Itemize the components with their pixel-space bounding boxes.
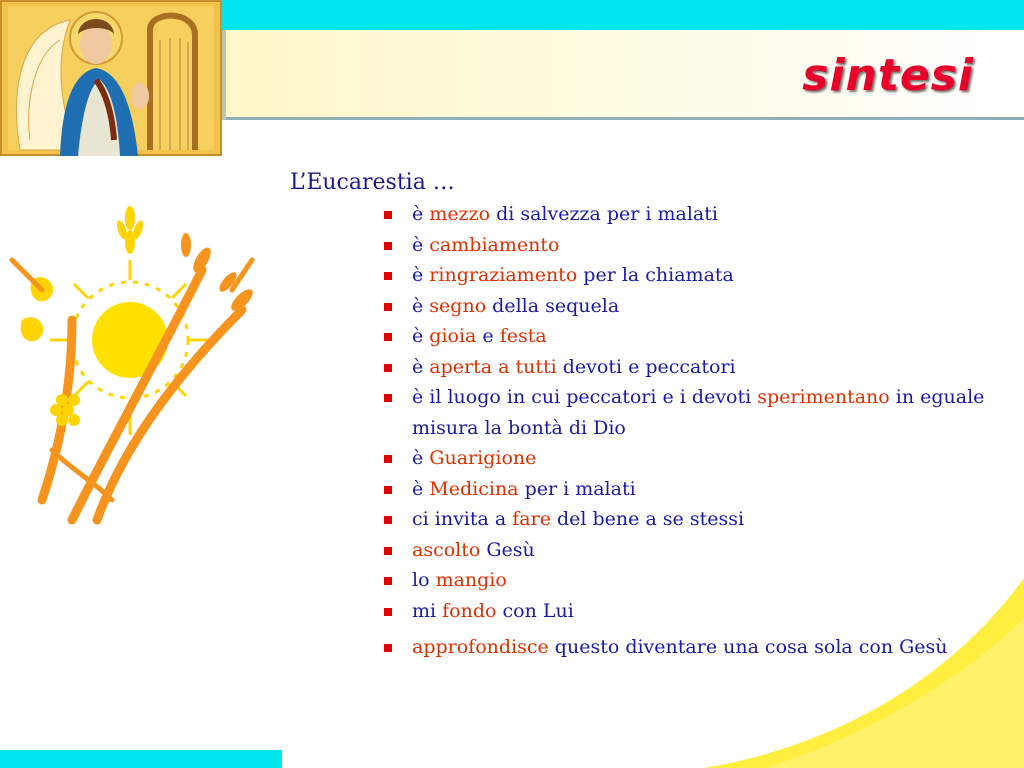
highlight-text: cambiamento	[429, 233, 560, 256]
body-text: della sequela	[486, 294, 620, 317]
body-text: mi	[412, 599, 443, 622]
body-text: devoti e peccatori	[556, 355, 736, 378]
red-square-bullet-icon	[384, 242, 392, 250]
body-text: e	[476, 325, 500, 347]
content-block	[290, 170, 1010, 663]
highlight-text: gioia	[429, 325, 477, 347]
body-text: è	[412, 447, 430, 469]
bullet-item	[384, 352, 1010, 383]
bullet-item	[384, 230, 1010, 261]
bullet-item	[384, 535, 1010, 566]
bottom-accent-band	[0, 750, 282, 768]
highlight-text: ringraziamento	[429, 264, 578, 286]
title-bar-edge	[222, 30, 226, 120]
sun-wheat-grapes-emblem	[2, 200, 270, 528]
body-text: è il luogo in cui peccatori e i devoti	[412, 386, 758, 408]
body-text: è	[412, 264, 430, 286]
bullet-item	[384, 260, 1010, 291]
bullet-item	[384, 565, 1010, 596]
red-square-bullet-icon	[384, 455, 392, 463]
red-square-bullet-icon	[384, 644, 392, 652]
body-text: è	[412, 477, 430, 500]
bullet-item	[384, 474, 1010, 505]
bullet-item	[384, 632, 1010, 663]
angel-harp-image	[0, 0, 222, 156]
body-text: è	[412, 203, 430, 225]
body-text: è	[412, 325, 430, 347]
highlight-text: Guarigione	[429, 447, 537, 469]
body-text: di salvezza per i malati	[490, 203, 718, 225]
highlight-text: mangio	[435, 569, 507, 591]
bullet-item	[384, 596, 1010, 627]
highlight-text: fondo	[442, 599, 497, 622]
highlight-text: aperta a tutti	[429, 355, 557, 378]
top-accent-band	[222, 0, 1024, 30]
red-square-bullet-icon	[384, 364, 392, 372]
bullet-list	[290, 199, 1010, 663]
bullet-item	[384, 443, 1010, 474]
body-text: per la chiamata	[577, 264, 734, 286]
red-square-bullet-icon	[384, 608, 392, 616]
highlight-text: festa	[499, 325, 547, 347]
red-square-bullet-icon	[384, 272, 392, 280]
highlight-text: segno	[429, 294, 487, 317]
bullet-item	[384, 321, 1010, 352]
content-heading: L’Eucarestia …	[290, 170, 455, 195]
highlight-text: ascolto	[412, 538, 481, 561]
highlight-text: sperimentano	[757, 386, 890, 408]
red-square-bullet-icon	[384, 547, 392, 555]
red-square-bullet-icon	[384, 303, 392, 311]
body-text: del bene a se stessi	[550, 508, 745, 530]
highlight-text: fare	[512, 508, 551, 530]
body-text: ci invita a	[412, 508, 513, 530]
slide-title: sintesi	[802, 50, 974, 101]
bullet-item	[384, 382, 1010, 443]
bullet-item	[384, 199, 1010, 230]
red-square-bullet-icon	[384, 211, 392, 219]
body-text: è	[412, 294, 430, 317]
red-square-bullet-icon	[384, 333, 392, 341]
body-text: Gesù	[480, 538, 535, 561]
red-square-bullet-icon	[384, 486, 392, 494]
highlight-text: approfondisce	[412, 636, 549, 658]
bullet-item	[384, 291, 1010, 322]
body-text: è	[412, 233, 430, 256]
red-square-bullet-icon	[384, 516, 392, 524]
body-text: in eguale misura la bontà di Dio	[412, 386, 985, 439]
body-text: questo diventare una cosa sola con Gesù	[548, 636, 948, 658]
body-text: per i malati	[518, 477, 636, 500]
highlight-text: mezzo	[429, 203, 491, 225]
red-square-bullet-icon	[384, 577, 392, 585]
body-text: lo	[412, 569, 436, 591]
highlight-text: Medicina	[429, 477, 519, 500]
bullet-item	[384, 504, 1010, 535]
body-text: è	[412, 355, 430, 378]
red-square-bullet-icon	[384, 394, 392, 402]
body-text: con Lui	[496, 599, 574, 622]
